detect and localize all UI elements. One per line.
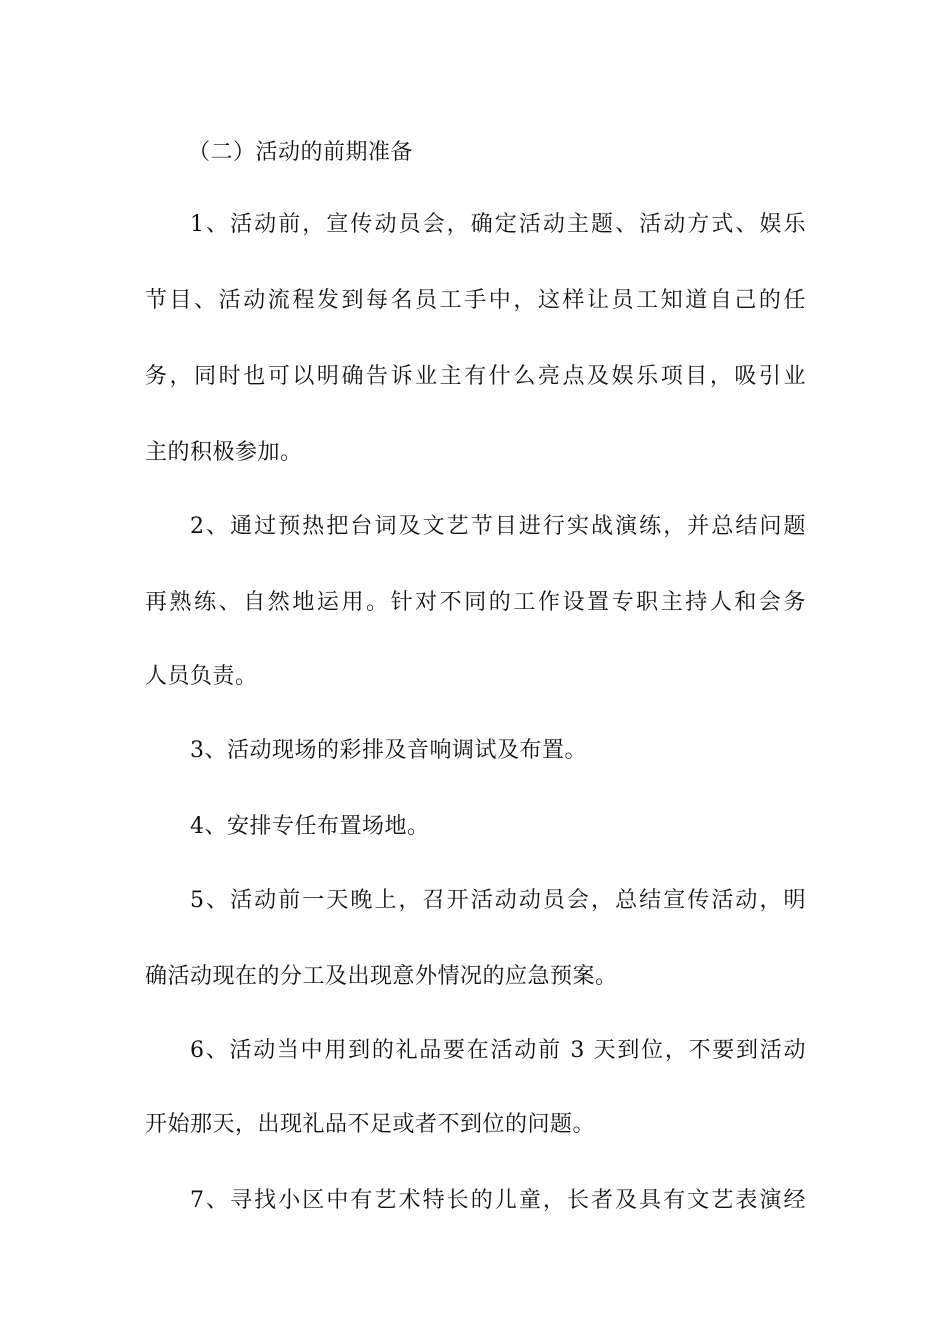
paragraph-line: 1、活动前，宣传动员会，确定活动主题、活动方式、娱乐 — [190, 212, 806, 237]
section-heading: （二）活动的前期准备 — [188, 140, 414, 165]
paragraph-line: 人员负责。 — [145, 664, 258, 689]
paragraph-line: 主的积极参加。 — [145, 440, 303, 465]
paragraph-line: 7、寻找小区中有艺术特长的儿童，长者及具有文艺表演经 — [190, 1188, 806, 1213]
paragraph-line: 4、安排专任布置场地。 — [190, 814, 430, 839]
paragraph-line: 节目、活动流程发到每名员工手中，这样让员工知道自己的任 — [145, 288, 806, 313]
paragraph-line: 6、活动当中用到的礼品要在活动前 3 天到位，不要到活动 — [190, 1038, 806, 1063]
paragraph-line: 开始那天，出现礼品不足或者不到位的问题。 — [145, 1112, 596, 1137]
paragraph-line: 务，同时也可以明确告诉业主有什么亮点及娱乐项目，吸引业 — [145, 364, 806, 389]
paragraph-line: 再熟练、自然地运用。针对不同的工作设置专职主持人和会务 — [145, 590, 806, 615]
paragraph-line: 3、活动现场的彩排及音响调试及布置。 — [190, 738, 587, 763]
paragraph-line: 确活动现在的分工及出现意外情况的应急预案。 — [145, 964, 618, 989]
paragraph-line: 5、活动前一天晚上，召开活动动员会，总结宣传活动，明 — [190, 888, 806, 913]
paragraph-line: 2、通过预热把台词及文艺节目进行实战演练，并总结问题 — [190, 514, 806, 539]
